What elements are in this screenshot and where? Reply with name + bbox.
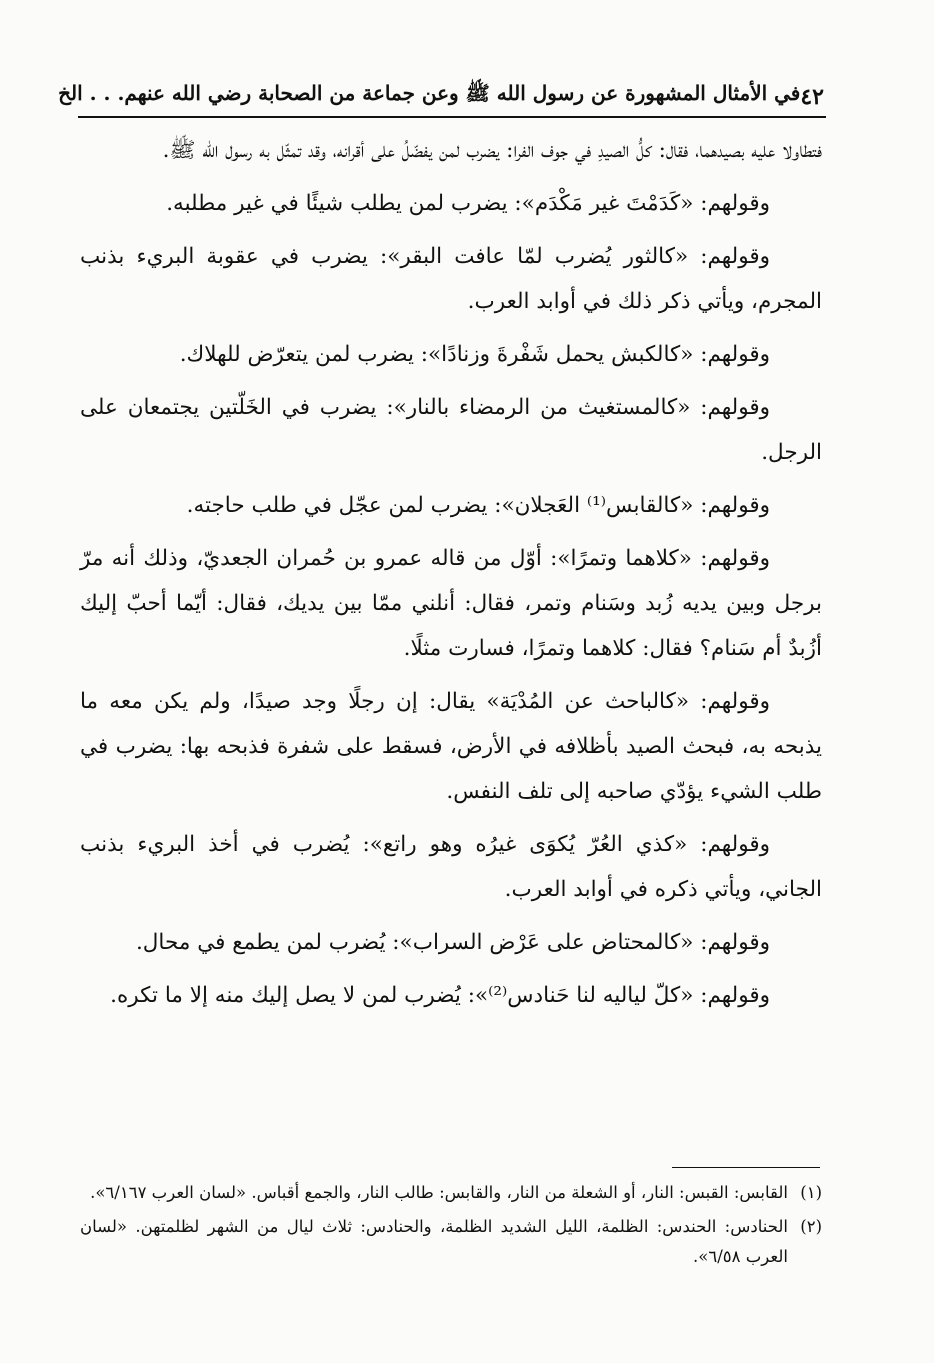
paragraph: وقولهم: «كالمستغيث من الرمضاء بالنار»: يضرب في الخَلّتين يجتمعان على الرجل.	[80, 395, 822, 465]
paragraph: فتطاولا عليه بصيدهما، فقال: كلُّ الصيدِ في جوف الفرا: يضرب لمن يفضّلُ على أقرانه، وقد تمثّل به رسول الله ﷺ.	[162, 138, 822, 163]
footnote-divider	[672, 1167, 820, 1168]
header-divider	[78, 116, 826, 118]
footnote-text: الحنادس: الحندس: الظلمة، الليل الشديد الظلمة، والحنادس: ثلاث ليال من الشهر لظلمتهن. «لسان العرب ٦/٥٨».	[80, 1217, 788, 1266]
footnote-text: القابس: القبس: النار، أو الشعلة من النار، والقابس: طالب النار، والجمع أقباس. «لسان العرب ٦/١٦٧».	[90, 1183, 788, 1202]
main-text	[80, 128, 822, 1026]
paragraph: وقولهم: «كالقابس⁽¹⁾ العَجلان»: يضرب لمن عجّل في طلب حاجته.	[186, 493, 770, 518]
footnote-number: (٢)	[800, 1217, 822, 1236]
paragraph: وقولهم: «كَدَمْتَ غير مَكْدَم»: يضرب لمن يطلب شيئًا في غير مطلبه.	[166, 191, 770, 216]
paragraph: وقولهم: «كالباحث عن المُدْيَة» يقال: إن رجلًا وجد صيدًا، ولم يكن معه ما يذبحه به، فبحث الصيد بأظلافه في الأرض، فسقط على شفرة فذبحه بها: يضرب في طلب الشيء يؤدّي صاحبه إلى تلف النفس.	[80, 689, 822, 804]
paragraph: وقولهم: «كلاهما وتمرًا»: أوّل من قاله عمرو بن حُمران الجعديّ، وذلك أنه مرّ برجل وبين يديه زُبد وسَنام وتمر، فقال: أنلني ممّا بين يديك، فقال: أيّما أحبّ إليك أزُبدٌ أم سَنام؟ فقال: كلاهما وتمرًا، فسارت مثلًا.	[80, 546, 822, 661]
footnote	[80, 1178, 822, 1208]
paragraph: وقولهم: «كلّ لياليه لنا حَنادس⁽²⁾»: يُضرب لمن لا يصل إليك منه إلا ما تكره.	[110, 983, 770, 1008]
paragraph: وقولهم: «كالمحتاض على عَرْض السراب»: يُضرب لمن يطمع في محال.	[135, 930, 770, 955]
paragraph: وقولهم: «كالكبش يحمل شَفْرةَ وزنادًا»: يضرب لمن يتعرّض للهلاك.	[179, 342, 770, 367]
paragraph: وقولهم: «كالثور يُضرب لمّا عافت البقر»: يضرب في عقوبة البريء بذنب المجرم، ويأتي ذكر ذلك في أوابد العرب.	[80, 244, 822, 314]
page-header	[58, 70, 824, 110]
footnote	[80, 1212, 822, 1272]
paragraph: وقولهم: «كذي العُرّ يُكوَى غيرُه وهو راتع»: يُضرب في أخذ البريء بذنب الجاني، ويأتي ذكره في أوابد العرب.	[80, 832, 822, 902]
footnotes	[80, 1178, 822, 1276]
running-title: في الأمثال المشهورة عن رسول الله ﷺ وعن جماعة من الصحابة رضي الله عنهم. . . الخ	[58, 81, 801, 105]
page-number: ٤٢	[800, 84, 824, 110]
footnote-number: (١)	[800, 1183, 822, 1202]
